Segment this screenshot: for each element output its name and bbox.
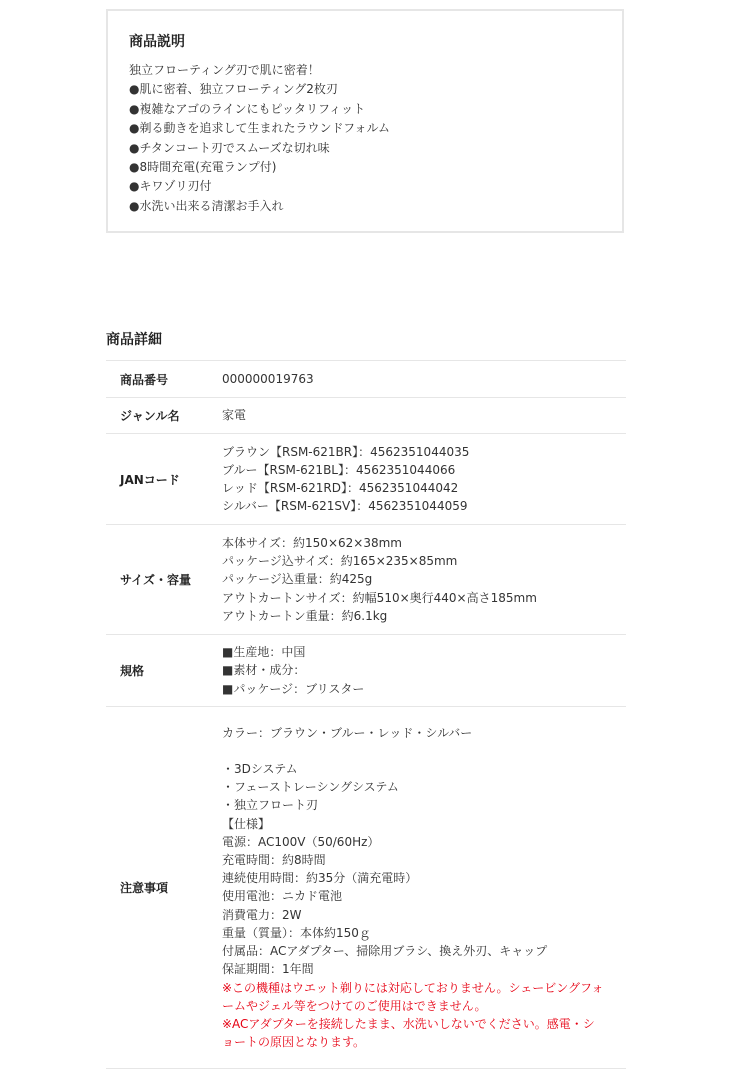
- table-row: [106, 525, 626, 635]
- notes-line: 保証期間：1年間: [222, 962, 314, 977]
- spec-line: ■素材・成分：: [222, 663, 306, 678]
- description-list: [129, 61, 390, 216]
- notes-line: 電源：AC100V（50/60Hz）: [222, 834, 380, 849]
- genre-value: 家電: [222, 408, 247, 423]
- spacer: [222, 742, 626, 760]
- description-line: ●水洗い出来る清潔お手入れ: [129, 198, 284, 213]
- warning-line: ョートの原因となります。: [222, 1035, 366, 1050]
- size-line: パッケージ込重量：約425g: [222, 572, 373, 587]
- product-number-value: 000000019763: [222, 371, 314, 386]
- notes-line: 重量（質量）：本体約150ｇ: [222, 925, 371, 940]
- details-title: 商品詳細: [106, 332, 162, 348]
- size-line: 本体サイズ：約150×62×38mm: [222, 535, 402, 550]
- description-line: ●複雑なアゴのラインにもピッタリフィット: [129, 101, 366, 116]
- description-line: ●8時間充電(充電ランプ付): [129, 160, 277, 175]
- product-details-table: [106, 360, 626, 1069]
- warning-line: ームやジェル等をつけてのご使用はできません。: [222, 998, 487, 1013]
- jan-line: ブラウン【RSM-621BR】：4562351044035: [222, 444, 470, 459]
- jan-line: レッド【RSM-621RD】：4562351044042: [222, 481, 459, 495]
- size-values: [220, 525, 626, 635]
- row-label-product-number: 商品番号: [120, 372, 169, 387]
- notes-line: ・独立フロート刃: [222, 798, 319, 813]
- table-row: [106, 434, 626, 525]
- notes-line: 消費電力：2W: [222, 907, 302, 922]
- notes-line: 使用電池：ニカド電池: [222, 889, 343, 904]
- spec-line: ■パッケージ：ブリスター: [222, 681, 365, 696]
- description-title: 商品説明: [129, 34, 185, 50]
- notes-line: ・フェーストレーシングシステム: [222, 780, 399, 795]
- notes-line: 連続使用時間：約35分（満充電時）: [222, 871, 418, 886]
- notes-line: ・3Dシステム: [222, 762, 298, 777]
- table-row: [106, 635, 626, 707]
- color-line: カラー：ブラウン・ブルー・レッド・シルバー: [222, 725, 473, 740]
- description-line: 独立フローティング刃で肌に密着！: [129, 63, 320, 77]
- notes-line: 充電時間：約8時間: [222, 853, 326, 868]
- spec-values: [220, 635, 626, 707]
- size-line: アウトカートンサイズ：約幅510×奥行440×高さ185mm: [222, 590, 537, 605]
- row-label-genre: ジャンル名: [120, 409, 180, 423]
- warning-line: ※ACアダプターを接続したまま、水洗いしないでください。感電・シ: [222, 1016, 595, 1031]
- jan-line: ブルー【RSM-621BL】：4562351044066: [222, 462, 456, 477]
- table-row: [106, 398, 626, 434]
- description-line: ●チタンコート刃でスムーズな切れ味: [129, 140, 330, 155]
- row-label-size: サイズ・容量: [120, 573, 192, 587]
- row-label-notes: 注意事項: [120, 881, 169, 895]
- description-line: ●キワゾリ刃付: [129, 179, 212, 194]
- notes-values: [220, 707, 626, 1069]
- row-label-spec: 規格: [120, 664, 145, 678]
- spec-line: ■生産地：中国: [222, 645, 306, 660]
- jan-values: [220, 434, 626, 525]
- row-label-jan: JANコード: [120, 472, 180, 487]
- size-line: アウトカートン重量：約6.1kg: [222, 608, 388, 623]
- product-description-box: [106, 9, 624, 233]
- warning-line: ※この機種はウエット剃りには対応しておりません。シェービングフォ: [222, 980, 604, 995]
- description-line: ●肌に密着、独立フローティング2枚刃: [129, 82, 338, 97]
- table-row: [106, 361, 626, 398]
- table-row: [106, 707, 626, 1069]
- description-line: ●剃る動きを追求して生まれたラウンドフォルム: [129, 121, 391, 136]
- size-line: パッケージ込サイズ：約165×235×85mm: [222, 554, 458, 569]
- notes-line: 付属品：ACアダプター、掃除用ブラシ、換え外刃、キャップ: [222, 944, 548, 959]
- jan-line: シルバー【RSM-621SV】：4562351044059: [222, 499, 468, 514]
- notes-line: 【仕様】: [222, 816, 271, 831]
